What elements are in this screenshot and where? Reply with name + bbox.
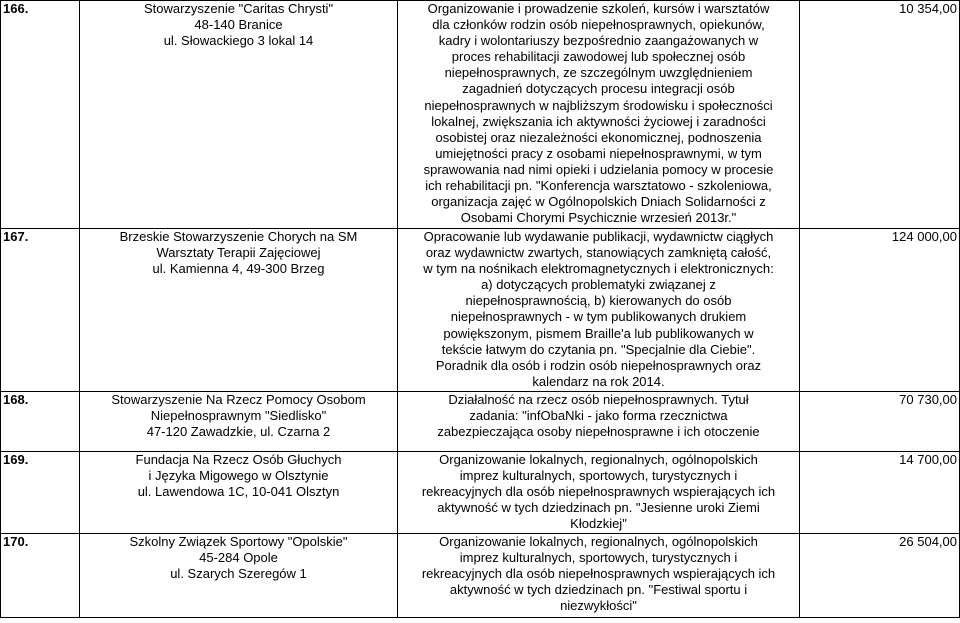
description-line: a) dotyczących problematyki związanej z <box>481 277 716 293</box>
organization-name: Stowarzyszenie "Caritas Chrysti" <box>143 1 334 16</box>
description-line: aktywność w tych dziedzinach pn. "Jesienne uroki Ziemi <box>437 500 760 516</box>
row-number: 168. <box>1 392 80 452</box>
description-line: rekreacyjnych dla osób niepełnosprawnych wspierających ich <box>421 566 776 582</box>
grant-amount: 10 354,00 <box>800 1 960 229</box>
description-line: zadania: "infObaNki - jako forma rzecznictwa <box>469 408 728 424</box>
organization-name: Stowarzyszenie Na Rzecz Pomocy Osobom <box>111 392 366 407</box>
description-line: imprez kulturalnych, sportowych, turystycznych i <box>459 468 738 484</box>
organization-address-line: i Języka Migowego w Olsztynie <box>148 468 329 484</box>
description-line: Kłodzkiej" <box>570 516 627 532</box>
grant-amount: 14 700,00 <box>800 452 960 534</box>
description-line: organizacja zajęć w Ogólnopolskich Dniach Solidarności z <box>431 194 766 210</box>
description-line: Poradnik dla osób i rodzin osób niepełnosprawnych oraz <box>435 357 762 373</box>
description-line: imprez kulturalnych, sportowych, turystycznych i <box>459 550 738 566</box>
description-line: Osobami Chorymi Psychicznie wrzesień 2013r." <box>460 210 737 226</box>
task-description <box>398 229 800 392</box>
organization-address-line: 48-140 Branice <box>194 17 283 33</box>
organization-cell <box>80 229 398 392</box>
organization-address-line: Niepełnosprawnym "Siedlisko" <box>150 408 327 424</box>
description-line: aktywność w tych dziedzinach pn. "Festiwal sportu i <box>449 582 748 598</box>
description-line: kalendarz na rok 2014. <box>532 373 665 389</box>
table-row <box>1 229 960 392</box>
description-line: Opracowanie lub wydawanie publikacji, wydawnictw ciągłych <box>423 229 774 244</box>
task-description <box>398 452 800 534</box>
organization-name: Brzeskie Stowarzyszenie Chorych na SM <box>119 229 358 244</box>
description-line: rekreacyjnych dla osób niepełnosprawnych wspierających ich <box>421 484 776 500</box>
row-number: 167. <box>1 229 80 392</box>
grant-amount: 124 000,00 <box>800 229 960 392</box>
grant-amount: 26 504,00 <box>800 534 960 618</box>
description-line: proces rehabilitacji zawodowej lub społecznej osób <box>451 49 746 65</box>
description-line: Organizowanie lokalnych, regionalnych, ogólnopolskich <box>439 534 758 549</box>
row-number: 166. <box>1 1 80 229</box>
organization-cell <box>80 452 398 534</box>
organization-address-line: 47-120 Zawadzkie, ul. Czarna 2 <box>146 424 331 440</box>
organization-name: Fundacja Na Rzecz Osób Głuchych <box>135 452 342 467</box>
description-line: w tym na nośnikach elektromagnetycznych i elektronicznych: <box>423 261 774 277</box>
organization-address-line: Warsztaty Terapii Zajęciowej <box>156 245 321 261</box>
description-line: oraz wydawnictw zwartych, stanowiących zamkniętą całość, <box>425 245 772 261</box>
task-description <box>398 1 800 229</box>
description-line: kadry i wolontariuszy bezpośrednio zaangażowanych w <box>438 33 759 49</box>
organization-address-line: ul. Szarych Szeregów 1 <box>170 566 307 582</box>
grant-amount: 70 730,00 <box>800 392 960 452</box>
description-line: niepełnosprawnych - w tym publikowanych drukiem <box>450 309 747 325</box>
description-line: zabezpieczająca osoby niepełnosprawne i ich otoczenie <box>437 424 760 440</box>
organization-cell <box>80 534 398 618</box>
task-description <box>398 534 800 618</box>
description-line: umiejętności pracy z osobami niepełnosprawnymi, w tym <box>435 145 762 161</box>
table-row <box>1 392 960 452</box>
row-number: 169. <box>1 452 80 534</box>
task-description <box>398 392 800 452</box>
table-row <box>1 1 960 229</box>
description-line: Organizowanie lokalnych, regionalnych, ogólnopolskich <box>439 452 758 467</box>
organization-name: Szkolny Związek Sportowy "Opolskie" <box>129 534 348 549</box>
description-line: lokalnej, zwiększania ich aktywności życiowej i zaradności <box>431 113 766 129</box>
grant-table-body <box>1 1 960 618</box>
description-line: niepełnosprawnych, ze szczególnym uwzględnieniem <box>444 65 753 81</box>
description-line: sprawowania nad nimi opieki i udzielania pomocy w procesie <box>423 161 774 177</box>
organization-address-line: ul. Słowackiego 3 lokal 14 <box>163 33 314 49</box>
description-line: ich rehabilitacji pn. "Konferencja warsztatowo - szkoleniowa, <box>425 178 772 194</box>
row-number: 170. <box>1 534 80 618</box>
description-line: zagadnień dotyczących procesu integracji osób <box>462 81 735 97</box>
organization-cell <box>80 1 398 229</box>
organization-address-line: ul. Kamienna 4, 49-300 Brzeg <box>152 261 325 277</box>
description-line: osobistej oraz niezależności ekonomicznej, podnoszenia <box>435 129 762 145</box>
organization-address-line: ul. Lawendowa 1C, 10-041 Olsztyn <box>137 484 340 500</box>
table-row <box>1 452 960 534</box>
description-line: tekście łatwym do czytania pn. "Specjalnie dla Ciebie". <box>441 341 756 357</box>
description-line: niepełnosprawnych w najbliższym środowisku i społeczności <box>424 97 773 113</box>
description-line: powiększonym, pismem Braille'a lub publikowanych w <box>443 325 754 341</box>
description-line: dla członków rodzin osób niepełnosprawnych, opiekunów, <box>432 17 765 33</box>
description-line: niepełnosprawnością, b) kierowanych do osób <box>465 293 732 309</box>
organization-cell <box>80 392 398 452</box>
description-line: Organizowanie i prowadzenie szkoleń, kursów i warsztatów <box>427 1 770 16</box>
description-line: Działalność na rzecz osób niepełnosprawnych. Tytuł <box>448 392 749 407</box>
table-row <box>1 534 960 618</box>
organization-address-line: 45-284 Opole <box>199 550 278 566</box>
description-line: niezwykłości" <box>560 598 637 614</box>
